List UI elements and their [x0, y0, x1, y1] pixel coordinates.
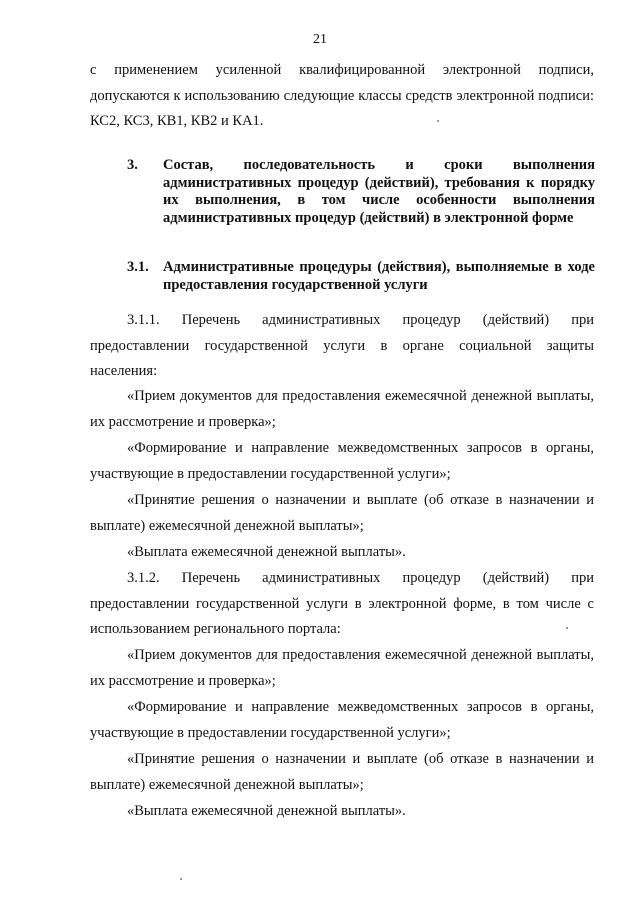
section-3-1-2-paragraph: [90, 566, 594, 643]
page-number: 21: [313, 32, 327, 47]
section-3-1-2-number: 3.1.2.: [127, 570, 160, 586]
section-3-1-2-item-1: «Прием документов для предоставления ежемесячной денежной выплаты, их рассмотрение и проверка»;: [90, 647, 594, 689]
scan-speck: [180, 878, 182, 880]
section-3-1-2-item-2: «Формирование и направление межведомственных запросов в органы, участвующие в предоставлении государственной услуги»;: [90, 699, 594, 741]
section-3-1-1-item-4: «Выплата ежемесячной денежной выплаты».: [127, 544, 406, 560]
section-3-heading: [127, 157, 595, 229]
section-3-1-1-item-1: «Прием документов для предоставления ежемесячной денежной выплаты, их рассмотрение и проверка»;: [90, 388, 594, 430]
section-3-1-title: Административные процедуры (действия), выполняемые в ходе предоставления государственной услуги: [163, 259, 595, 293]
section-3-1-1-number: 3.1.1.: [127, 312, 160, 328]
section-3-1-number: 3.1.: [127, 259, 149, 275]
section-3-1-1-item-3: «Принятие решения о назначении и выплате (об отказе в назначении и выплате) ежемесячной денежной выплаты»;: [90, 492, 594, 534]
section-3-1-1-item-2: «Формирование и направление межведомственных запросов в органы, участвующие в предоставлении государственной услуги»;: [90, 440, 594, 482]
section-3-number: 3.: [127, 157, 138, 173]
scan-speck: [566, 627, 568, 629]
section-3-1-2-item-3: «Принятие решения о назначении и выплате (об отказе в назначении и выплате) ежемесячной денежной выплаты»;: [90, 751, 594, 793]
section-3-1-2-lead: Перечень административных процедур (действий) при предоставлении государственной услуги в электронной форме, в том числе с использованием регионального портала:: [90, 570, 594, 637]
section-3-1-2-item-4: «Выплата ежемесячной денежной выплаты».: [127, 803, 406, 819]
section-3-1-1-paragraph: [90, 308, 594, 385]
scan-speck: [437, 120, 439, 122]
section-3-title: Состав, последовательность и сроки выполнения административных процедур (действий), требования к порядку их выполнения, в том числе особенности выполнения административных процедур (действий) в электронной форме: [163, 157, 595, 226]
intro-paragraph: с применением усиленной квалифицированной электронной подписи, допускаются к использованию следующие классы средств электронной подписи: КС2, КС3, КВ1, КВ2 и КА1.: [90, 62, 594, 129]
section-3-1-1-lead: Перечень административных процедур (действий) при предоставлении государственной услуги в органе социальной защиты населения:: [90, 312, 594, 379]
section-3-1-heading: [127, 259, 595, 295]
